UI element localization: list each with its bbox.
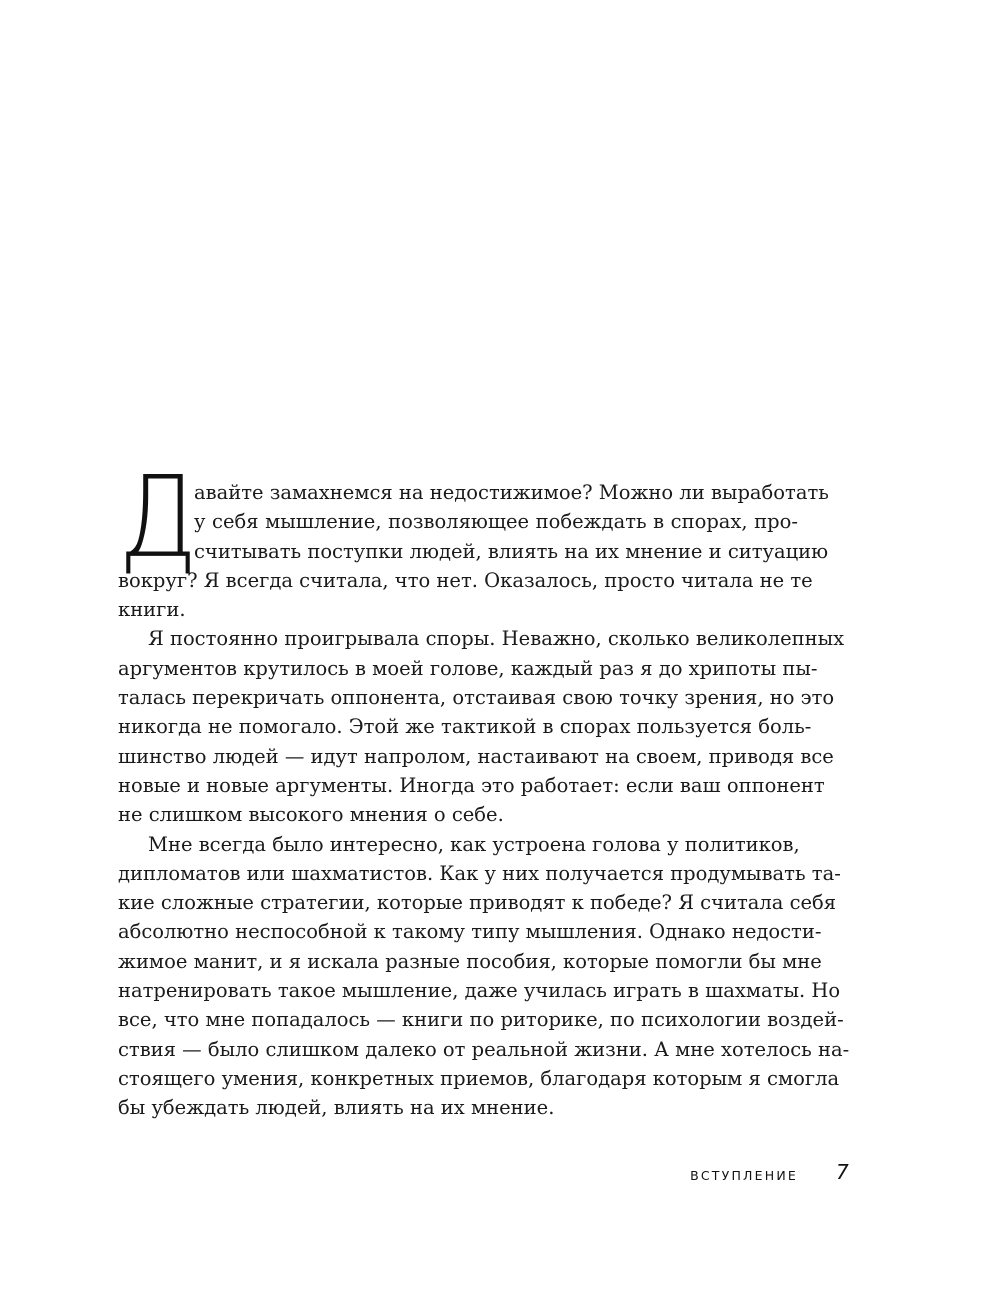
text-line: ствия — было слишком далеко от реальной жизни. А мне хотелось на- xyxy=(118,1037,850,1061)
text-line: абсолютно неспособной к такому типу мышления. Однако недости- xyxy=(118,920,822,944)
text-line: у себя мышление, позволяющее побеждать в спорах, про- xyxy=(194,510,798,534)
paragraph-2 xyxy=(118,624,845,829)
drop-cap: Д xyxy=(118,453,198,583)
text-line: талась перекричать оппонента, отстаивая свою точку зрения, но это xyxy=(118,686,835,710)
text-line: кие сложные стратегии, которые приводят к победе? Я считала себя xyxy=(118,891,837,915)
text-line: бы убеждать людей, влиять на их мнение. xyxy=(118,1096,555,1120)
text-line: все, что мне попадалось — книги по риторике, по психологии воздей- xyxy=(118,1008,844,1032)
text-line: вокруг? Я всегда считала, что нет. Оказалось, просто читала не те xyxy=(118,568,813,592)
text-line: аргументов крутилось в моей голове, каждый раз я до хрипоты пы- xyxy=(118,656,818,680)
text-line: Я постоянно проигрывала споры. Неважно, сколько великолепных xyxy=(148,627,845,651)
text-line: натренировать такое мышление, даже училась играть в шахматы. Но xyxy=(118,979,841,1003)
page-footer xyxy=(0,1162,987,1186)
text-line: жимое манит, и я искала разные пособия, которые помогли бы мне xyxy=(118,949,822,973)
paragraph-3 xyxy=(118,830,850,1123)
text-line: считывать поступки людей, влиять на их мнение и ситуацию xyxy=(194,539,829,563)
text-line: дипломатов или шахматистов. Как у них получается продумывать та- xyxy=(118,861,841,885)
body-text xyxy=(118,478,850,1123)
text-line: Мне всегда было интересно, как устроена голова у политиков, xyxy=(148,832,800,856)
text-line: авайте замахнемся на недостижимое? Можно ли выработать xyxy=(194,481,829,504)
paragraph-1 xyxy=(118,478,829,624)
text-line: новые и новые аргументы. Иногда это работает: если ваш оппонент xyxy=(118,773,825,797)
running-head: ВСТУПЛЕНИЕ xyxy=(690,1168,798,1183)
text-line: шинство людей — идут напролом, настаивают на своем, приводя все xyxy=(118,744,834,768)
page-number: 7 xyxy=(836,1160,849,1184)
text-line: не слишком высокого мнения о себе. xyxy=(118,803,504,827)
text-line: книги. xyxy=(118,598,186,622)
text-line: стоящего умения, конкретных приемов, благодаря которым я смогла xyxy=(118,1066,840,1090)
text-line: никогда не помогало. Этой же тактикой в спорах пользуется боль- xyxy=(118,715,812,739)
